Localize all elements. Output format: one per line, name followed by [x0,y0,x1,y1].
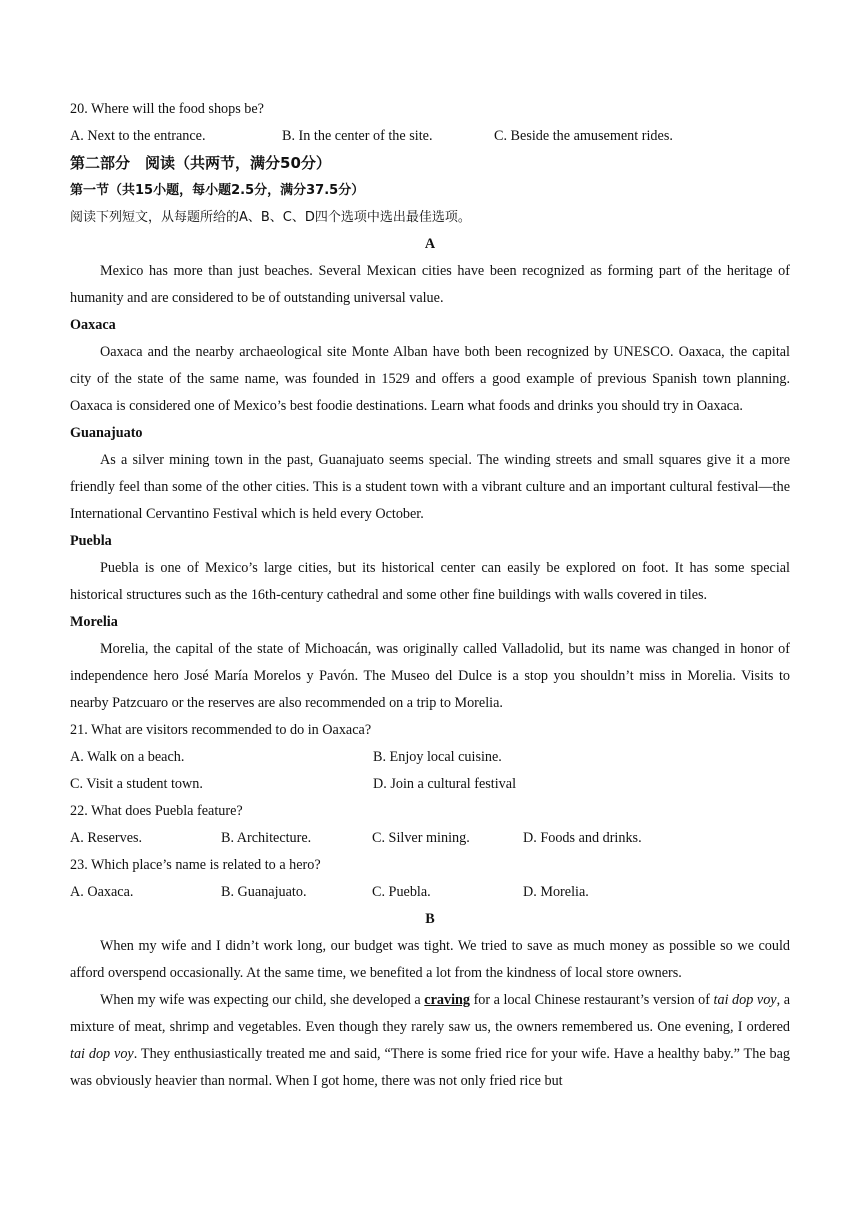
text-segment: When my wife was expecting our child, she developed a [100,992,425,1008]
option-a: A. Walk on a beach. [70,749,185,765]
question-20: 20. Where will the food shops be? [70,101,264,117]
option-d: D. Join a cultural festival [373,776,517,792]
question-22-options [70,825,790,852]
question-23: 23. Which place’s name is related to a hero? [70,857,321,873]
passage-a-intro: Mexico has more than just beaches. Several Mexican cities have been recognized as forming part of the heritage of humanity and are considered to be of outstanding universal value. [70,263,790,306]
text-segment: . They enthusiastically treated me and said, “There is some fried rice for your wife. Have a healthy baby.” The bag was obviously heavier than normal. When I got home, there was not only fried rice but [70,1046,790,1089]
question-21-options-row1 [70,744,790,771]
option-c: C. Beside the amusement rides. [494,128,673,144]
instruction: 阅读下列短文，从每题所给的A、B、C、D四个选项中选出最佳选项。 [70,210,471,225]
paragraph-morelia: Morelia, the capital of the state of Michoacán, was originally called Valladolid, but its name was changed in honor of independence hero José María Morelos y Pavón. The Museo del Dulce is a stop you shouldn’t miss in Morelia. Visits to nearby Patzcuaro or the reserves are also recommended on a trip to Morelia. [70,641,790,711]
option-a: A. Oaxaca. [70,884,134,900]
paragraph-puebla: Puebla is one of Mexico’s large cities, but its historical center can easily be explored on foot. It has some special historical structures such as the 16th-century cathedral and some other fine buildings with walls covered in tiles. [70,560,790,603]
passage-b-paragraph-1: When my wife and I didn’t work long, our budget was tight. We tried to save as much money as possible so we could afford overspend occasionally. At the same time, we benefited a lot from the kindness of local store owners. [70,938,790,981]
passage-b-paragraph-2 [70,987,790,1095]
keyword-craving: craving [424,992,471,1008]
heading-guanajuato: Guanajuato [70,425,143,441]
passage-a-label: A [424,236,436,252]
heading-puebla: Puebla [70,533,112,549]
option-a: A. Reserves. [70,830,143,846]
heading-oaxaca: Oaxaca [70,317,116,333]
dish-name: tai dop voy [70,1046,134,1062]
question-20-options [70,123,790,150]
text-segment: , a mixture of meat, shrimp and vegetables. Even though they rarely saw us, the owners remembered us. One evening, I ordered [70,992,790,1035]
option-c: C. Visit a student town. [70,776,203,792]
option-b: B. In the center of the site. [282,128,433,144]
section-one-title: 第一节（共15小题，每小题2.5分，满分37.5分） [70,183,365,198]
option-c: C. Silver mining. [372,830,470,846]
option-a: A. Next to the entrance. [70,128,206,144]
dish-name: tai dop voy [713,992,777,1008]
passage-b-label: B [425,911,435,927]
exam-page [70,96,790,1095]
question-21-options-row2 [70,771,790,798]
option-b: B. Architecture. [221,830,312,846]
option-c: C. Puebla. [372,884,431,900]
option-b: B. Enjoy local cuisine. [373,749,502,765]
option-d: D. Morelia. [523,884,589,900]
heading-morelia: Morelia [70,614,118,630]
question-22: 22. What does Puebla feature? [70,803,243,819]
paragraph-oaxaca: Oaxaca and the nearby archaeological site Monte Alban have both been recognized by UNESCO. Oaxaca, the capital city of the state of the same name, was founded in 1529 and offers a good example of previous Spanish town planning. Oaxaca is considered one of Mexico’s best foodie destinations. Learn what foods and drinks you should try in Oaxaca. [70,344,790,414]
part-two-title: 第二部分 阅读（共两节，满分50分） [70,154,331,172]
paragraph-guanajuato: As a silver mining town in the past, Guanajuato seems special. The winding streets and small squares give it a more friendly feel than some of the other cities. This is a student town with a vibrant culture and an important cultural festival—the International Cervantino Festival which is held every October. [70,452,790,522]
option-b: B. Guanajuato. [221,884,307,900]
question-21: 21. What are visitors recommended to do in Oaxaca? [70,722,372,738]
question-23-options [70,879,790,906]
text-segment: for a local Chinese restaurant’s version of [470,992,714,1008]
option-d: D. Foods and drinks. [523,830,642,846]
